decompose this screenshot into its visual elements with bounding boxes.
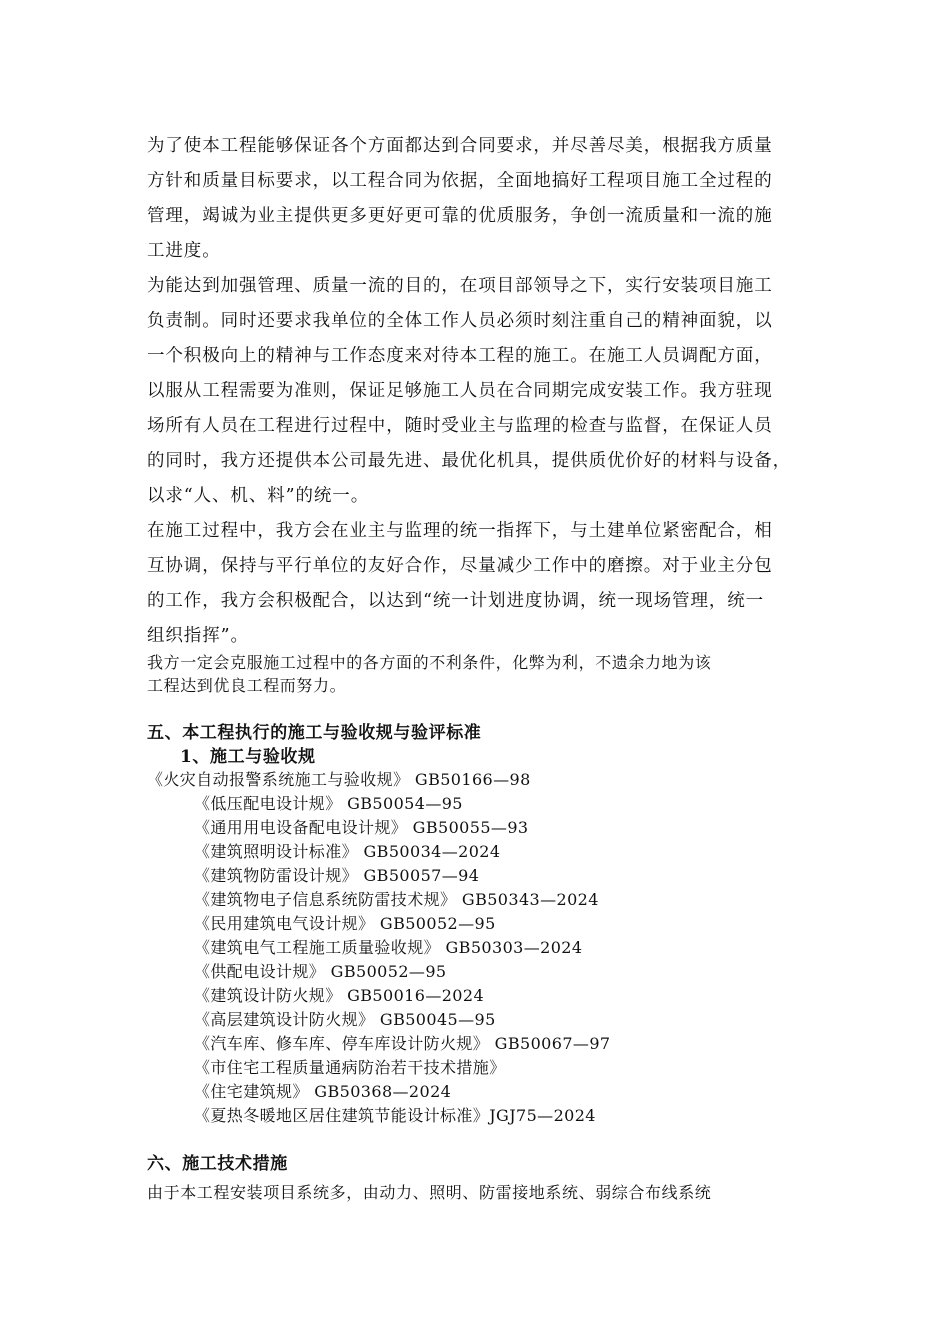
section-6-line-1: 由于本工程安装项目系统多，由动力、照明、防雷接地系统、弱综合布线系统 xyxy=(147,1183,712,1202)
standard-item: 《夏热冬暖地区居住建筑节能设计标准》JGJ75—2024 xyxy=(194,1106,596,1125)
standard-item: 《建筑设计防火规》 GB50016—2024 xyxy=(194,986,485,1005)
standard-item: 《低压配电设计规》 GB50054—95 xyxy=(194,794,463,813)
paragraph-1-line-4: 工进度。 xyxy=(147,241,221,261)
standard-item: 《建筑物电子信息系统防雷技术规》 GB50343—2024 xyxy=(194,890,599,909)
paragraph-2-line-2: 负责制。同时还要求我单位的全体工作人员必须时刻注重自己的精神面貌，以 xyxy=(147,311,773,331)
paragraph-3-line-4: 组织指挥”。 xyxy=(147,626,249,646)
standard-item: 《市住宅工程质量通病防治若干技术措施》 xyxy=(194,1058,506,1077)
paragraph-2-line-6: 的同时，我方还提供本公司最先进、最优化机具，提供质优价好的材料与设备， xyxy=(147,451,791,471)
standard-item: 《火灾自动报警系统施工与验收规》 GB50166—98 xyxy=(147,770,531,789)
standard-item: 《民用建筑电气设计规》 GB50052—95 xyxy=(194,914,496,933)
standard-item: 《住宅建筑规》 GB50368—2024 xyxy=(194,1082,452,1101)
standard-item: 《建筑照明设计标准》 GB50034—2024 xyxy=(194,842,501,861)
standard-item: 《通用用电设备配电设计规》 GB50055—93 xyxy=(194,818,529,837)
paragraph-4-line-1: 我方一定会克服施工过程中的各方面的不利条件，化弊为利，不遗余力地为该 xyxy=(147,653,712,672)
paragraph-1-line-2: 方针和质量目标要求，以工程合同为依据，全面地搞好工程项目施工全过程的 xyxy=(147,171,773,191)
standard-item: 《汽车库、修车库、停车库设计防火规》 GB50067—97 xyxy=(194,1034,611,1053)
paragraph-2-line-5: 场所有人员在工程进行过程中，随时受业主与监理的检查与监督，在保证人员 xyxy=(147,416,773,436)
paragraph-4-line-2: 工程达到优良工程而努力。 xyxy=(147,676,347,695)
standard-item: 《建筑电气工程施工质量验收规》 GB50303—2024 xyxy=(194,938,583,957)
paragraph-2-line-1: 为能达到加强管理、质量一流的目的，在项目部领导之下，实行安装项目施工 xyxy=(147,276,773,296)
paragraph-3-line-2: 互协调，保持与平行单位的友好合作，尽量减少工作中的磨擦。对于业主分包 xyxy=(147,556,773,576)
standard-item: 《高层建筑设计防火规》 GB50045—95 xyxy=(194,1010,496,1029)
paragraph-1-line-3: 管理，竭诚为业主提供更多更好更可靠的优质服务，争创一流质量和一流的施 xyxy=(147,206,773,226)
paragraph-2-line-4: 以服从工程需要为准则，保证足够施工人员在合同期完成安装工作。我方驻现 xyxy=(147,381,773,401)
section-5-subtitle: 1、施工与验收规 xyxy=(180,747,316,767)
paragraph-3-line-3: 的工作，我方会积极配合，以达到“统一计划进度协调，统一现场管理，统一 xyxy=(147,591,765,611)
paragraph-2-line-3: 一个积极向上的精神与工作态度来对待本工程的施工。在施工人员调配方面， xyxy=(147,346,773,366)
standard-item: 《建筑物防雷设计规》 GB50057—94 xyxy=(194,866,480,885)
paragraph-1-line-1: 为了使本工程能够保证各个方面都达到合同要求，并尽善尽美，根据我方质量 xyxy=(147,136,773,156)
section-5-title: 五、本工程执行的施工与验收规与验评标准 xyxy=(147,723,482,743)
section-6-title: 六、施工技术措施 xyxy=(147,1154,288,1174)
paragraph-2-line-7: 以求“人、机、料”的统一。 xyxy=(147,486,370,506)
paragraph-3-line-1: 在施工过程中，我方会在业主与监理的统一指挥下，与土建单位紧密配合，相 xyxy=(147,521,773,541)
standard-item: 《供配电设计规》 GB50052—95 xyxy=(194,962,447,981)
